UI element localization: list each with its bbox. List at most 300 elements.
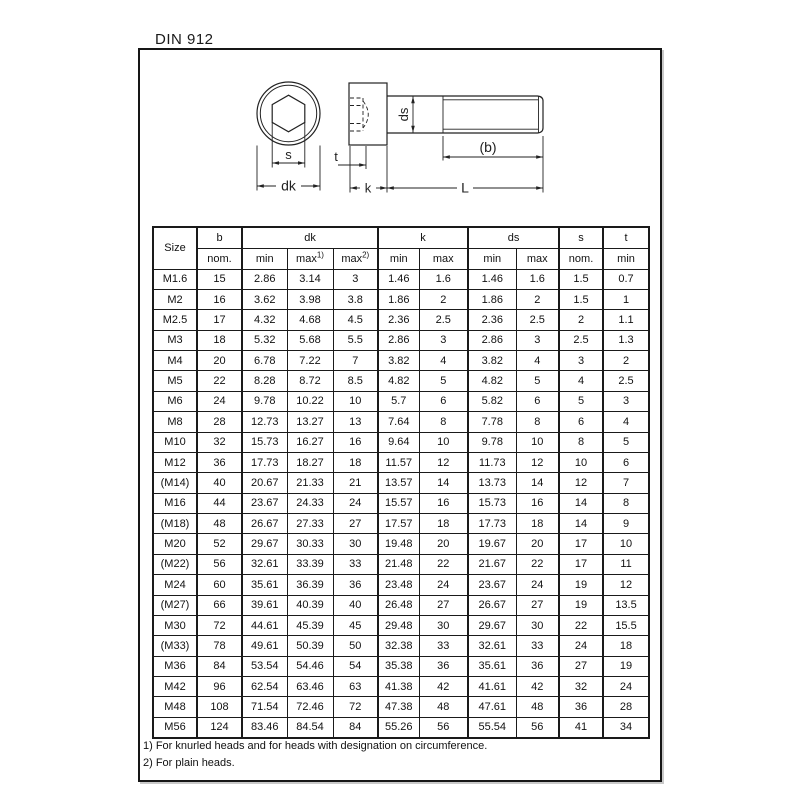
value-cell: 84 [333, 717, 378, 737]
size-cell: M4 [153, 351, 197, 371]
value-cell: 5 [603, 432, 649, 452]
value-cell: 4 [516, 351, 559, 371]
value-cell: 5.7 [378, 391, 419, 411]
value-cell: 36 [516, 656, 559, 676]
value-cell: 42 [516, 677, 559, 697]
value-cell: 1.6 [419, 269, 468, 289]
value-cell: 2.36 [468, 310, 516, 330]
value-cell: 24 [516, 575, 559, 595]
sub-header-row [153, 248, 649, 269]
size-cell: M30 [153, 615, 197, 635]
value-cell: 2 [559, 310, 603, 330]
value-cell: 7 [603, 473, 649, 493]
value-cell: 4 [603, 412, 649, 432]
value-cell: 8 [603, 493, 649, 513]
size-cell: M48 [153, 697, 197, 717]
value-cell: 12 [516, 452, 559, 472]
table-row [153, 473, 649, 493]
table-row [153, 514, 649, 534]
value-cell: 6 [603, 452, 649, 472]
value-cell: 6 [559, 412, 603, 432]
value-cell: 27 [333, 514, 378, 534]
value-cell: 10 [333, 391, 378, 411]
col-header-ds: ds [468, 227, 559, 248]
value-cell: 8.5 [333, 371, 378, 391]
table-row [153, 371, 649, 391]
value-cell: 36 [559, 697, 603, 717]
value-cell: 20 [516, 534, 559, 554]
value-cell: 72 [197, 615, 242, 635]
value-cell: 48 [419, 697, 468, 717]
value-cell: 41.61 [468, 677, 516, 697]
table-row [153, 697, 649, 717]
value-cell: 13.73 [468, 473, 516, 493]
value-cell: 14 [419, 473, 468, 493]
value-cell: 2.5 [559, 330, 603, 350]
value-cell: 36 [419, 656, 468, 676]
value-cell: 18 [516, 514, 559, 534]
value-cell: 32.38 [378, 636, 419, 656]
value-cell: 3.82 [378, 351, 419, 371]
value-cell: 56 [197, 554, 242, 574]
value-cell: 4.68 [287, 310, 333, 330]
value-cell: 4.82 [378, 371, 419, 391]
value-cell: 19.67 [468, 534, 516, 554]
value-cell: 20 [419, 534, 468, 554]
value-cell: 40 [333, 595, 378, 615]
value-cell: 4.32 [242, 310, 287, 330]
value-cell: 12.73 [242, 412, 287, 432]
value-cell: 72.46 [287, 697, 333, 717]
table-row [153, 391, 649, 411]
value-cell: 14 [516, 473, 559, 493]
value-cell: 3.62 [242, 289, 287, 309]
value-cell: 40.39 [287, 595, 333, 615]
col-header-s: s [559, 227, 603, 248]
dimension-label-k: k [364, 180, 372, 196]
size-cell: M36 [153, 656, 197, 676]
value-cell: 19 [559, 575, 603, 595]
value-cell: 20.67 [242, 473, 287, 493]
value-cell: 16 [333, 432, 378, 452]
size-cell: M2 [153, 289, 197, 309]
value-cell: 47.38 [378, 697, 419, 717]
value-cell: 12 [559, 473, 603, 493]
size-cell: M5 [153, 371, 197, 391]
table-row [153, 452, 649, 472]
value-cell: 4 [559, 371, 603, 391]
size-cell: M3 [153, 330, 197, 350]
value-cell: 71.54 [242, 697, 287, 717]
value-cell: 7 [333, 351, 378, 371]
value-cell: 5 [516, 371, 559, 391]
value-cell: 15.73 [242, 432, 287, 452]
value-cell: 83.46 [242, 717, 287, 737]
value-cell: 36 [333, 575, 378, 595]
value-cell: 3.14 [287, 269, 333, 289]
value-cell: 30.33 [287, 534, 333, 554]
value-cell: 50 [333, 636, 378, 656]
value-cell: 41 [559, 717, 603, 737]
value-cell: 32.61 [468, 636, 516, 656]
value-cell: 16 [516, 493, 559, 513]
value-cell: 56 [419, 717, 468, 737]
size-cell: (M22) [153, 554, 197, 574]
value-cell: 55.54 [468, 717, 516, 737]
value-cell: 33.39 [287, 554, 333, 574]
value-cell: 3.82 [468, 351, 516, 371]
value-cell: 12 [419, 452, 468, 472]
size-cell: (M27) [153, 595, 197, 615]
value-cell: 1.5 [559, 289, 603, 309]
value-cell: 23.48 [378, 575, 419, 595]
value-cell: 5 [559, 391, 603, 411]
value-cell: 3 [333, 269, 378, 289]
value-cell: 72 [333, 697, 378, 717]
value-cell: 4 [419, 351, 468, 371]
value-cell: 8 [419, 412, 468, 432]
value-cell: 15.73 [468, 493, 516, 513]
value-cell: 32 [559, 677, 603, 697]
col-header-size: Size [153, 227, 197, 269]
value-cell: 124 [197, 717, 242, 737]
value-cell: 53.54 [242, 656, 287, 676]
value-cell: 50.39 [287, 636, 333, 656]
table-row [153, 330, 649, 350]
dimension-label-L: L [461, 179, 469, 196]
value-cell: 24 [559, 636, 603, 656]
value-cell: 16.27 [287, 432, 333, 452]
value-cell: 19 [603, 656, 649, 676]
table-row [153, 289, 649, 309]
value-cell: 33 [516, 636, 559, 656]
value-cell: 8 [559, 432, 603, 452]
value-cell: 2 [603, 351, 649, 371]
value-cell: 1.5 [559, 269, 603, 289]
value-cell: 84 [197, 656, 242, 676]
value-cell: 36 [197, 452, 242, 472]
size-cell: M6 [153, 391, 197, 411]
value-cell: 24 [333, 493, 378, 513]
value-cell: 21.67 [468, 554, 516, 574]
col-subheader: min [378, 248, 419, 269]
value-cell: 29.67 [242, 534, 287, 554]
dimension-label-s: s [285, 147, 292, 162]
value-cell: 26.67 [242, 514, 287, 534]
value-cell: 34 [603, 717, 649, 737]
col-subheader: nom. [559, 248, 603, 269]
value-cell: 17.57 [378, 514, 419, 534]
value-cell: 30 [333, 534, 378, 554]
value-cell: 44.61 [242, 615, 287, 635]
size-cell: M8 [153, 412, 197, 432]
value-cell: 2.86 [242, 269, 287, 289]
table-row [153, 575, 649, 595]
value-cell: 27 [559, 656, 603, 676]
value-cell: 42 [419, 677, 468, 697]
value-cell: 24 [419, 575, 468, 595]
value-cell: 15.5 [603, 615, 649, 635]
col-header-k: k [378, 227, 468, 248]
value-cell: 1.46 [468, 269, 516, 289]
value-cell: 6 [419, 391, 468, 411]
dimension-label-ds: ds [396, 107, 411, 122]
value-cell: 14 [559, 493, 603, 513]
value-cell: 40 [197, 473, 242, 493]
table-row [153, 595, 649, 615]
size-cell: M24 [153, 575, 197, 595]
col-subheader: nom. [197, 248, 242, 269]
value-cell: 2.5 [603, 371, 649, 391]
value-cell: 7.64 [378, 412, 419, 432]
table-row [153, 351, 649, 371]
value-cell: 1.1 [603, 310, 649, 330]
value-cell: 19 [559, 595, 603, 615]
value-cell: 8.28 [242, 371, 287, 391]
dimension-label-dk: dk [281, 177, 296, 194]
value-cell: 45.39 [287, 615, 333, 635]
value-cell: 9.64 [378, 432, 419, 452]
table-row [153, 493, 649, 513]
value-cell: 3 [559, 351, 603, 371]
value-cell: 108 [197, 697, 242, 717]
col-subheader: $\max^{2)}$ [333, 248, 378, 269]
dimensions-table [152, 226, 650, 739]
value-cell: 45 [333, 615, 378, 635]
value-cell: 54.46 [287, 656, 333, 676]
value-cell: 10 [559, 452, 603, 472]
value-cell: 10 [603, 534, 649, 554]
value-cell: 5 [419, 371, 468, 391]
value-cell: 26.67 [468, 595, 516, 615]
value-cell: 23.67 [468, 575, 516, 595]
value-cell: 8.72 [287, 371, 333, 391]
value-cell: 15 [197, 269, 242, 289]
value-cell: 17 [559, 534, 603, 554]
value-cell: 22 [197, 371, 242, 391]
value-cell: 1.3 [603, 330, 649, 350]
value-cell: 78 [197, 636, 242, 656]
value-cell: 39.61 [242, 595, 287, 615]
value-cell: 2.5 [419, 310, 468, 330]
value-cell: 35.61 [242, 575, 287, 595]
value-cell: 17 [559, 554, 603, 574]
value-cell: 4.82 [468, 371, 516, 391]
footnotes [143, 738, 487, 771]
value-cell: 13.27 [287, 412, 333, 432]
value-cell: 84.54 [287, 717, 333, 737]
value-cell: 62.54 [242, 677, 287, 697]
page-title: DIN 912 [155, 31, 214, 48]
value-cell: 27.33 [287, 514, 333, 534]
size-cell: M20 [153, 534, 197, 554]
size-cell: M16 [153, 493, 197, 513]
value-cell: 5.32 [242, 330, 287, 350]
table-row [153, 677, 649, 697]
value-cell: 55.26 [378, 717, 419, 737]
value-cell: 52 [197, 534, 242, 554]
value-cell: 28 [603, 697, 649, 717]
group-header-row [153, 227, 649, 248]
size-cell: (M33) [153, 636, 197, 656]
value-cell: 13.57 [378, 473, 419, 493]
value-cell: 24 [197, 391, 242, 411]
value-cell: 60 [197, 575, 242, 595]
value-cell: 27 [419, 595, 468, 615]
value-cell: 18 [603, 636, 649, 656]
value-cell: 35.38 [378, 656, 419, 676]
value-cell: 32 [197, 432, 242, 452]
value-cell: 63 [333, 677, 378, 697]
value-cell: 26.48 [378, 595, 419, 615]
value-cell: 6 [516, 391, 559, 411]
dimension-label-b: (b) [479, 139, 497, 155]
table-row [153, 412, 649, 432]
value-cell: 9.78 [468, 432, 516, 452]
value-cell: 5.68 [287, 330, 333, 350]
col-subheader: max [516, 248, 559, 269]
value-cell: 22 [559, 615, 603, 635]
value-cell: 17.73 [468, 514, 516, 534]
value-cell: 3.8 [333, 289, 378, 309]
value-cell: 4.5 [333, 310, 378, 330]
col-subheader: max [419, 248, 468, 269]
size-cell: M42 [153, 677, 197, 697]
col-header-t: t [603, 227, 649, 248]
size-cell: M2.5 [153, 310, 197, 330]
col-subheader: min [603, 248, 649, 269]
value-cell: 1.86 [378, 289, 419, 309]
value-cell: 16 [419, 493, 468, 513]
value-cell: 18 [197, 330, 242, 350]
value-cell: 13.5 [603, 595, 649, 615]
value-cell: 11.73 [468, 452, 516, 472]
value-cell: 29.67 [468, 615, 516, 635]
value-cell: 22 [419, 554, 468, 574]
value-cell: 96 [197, 677, 242, 697]
col-subheader: $\max^{1)}$ [287, 248, 333, 269]
value-cell: 21.48 [378, 554, 419, 574]
value-cell: 24 [603, 677, 649, 697]
table-row [153, 310, 649, 330]
size-cell: M56 [153, 717, 197, 737]
value-cell: 36.39 [287, 575, 333, 595]
value-cell: 9.78 [242, 391, 287, 411]
value-cell: 44 [197, 493, 242, 513]
size-cell: M12 [153, 452, 197, 472]
value-cell: 56 [516, 717, 559, 737]
value-cell: 10.22 [287, 391, 333, 411]
value-cell: 63.46 [287, 677, 333, 697]
value-cell: 3 [603, 391, 649, 411]
col-subheader: min [468, 248, 516, 269]
value-cell: 5.82 [468, 391, 516, 411]
value-cell: 47.61 [468, 697, 516, 717]
size-cell: (M18) [153, 514, 197, 534]
value-cell: 32.61 [242, 554, 287, 574]
value-cell: 2 [516, 289, 559, 309]
value-cell: 23.67 [242, 493, 287, 513]
value-cell: 2.86 [468, 330, 516, 350]
value-cell: 27 [516, 595, 559, 615]
value-cell: 10 [516, 432, 559, 452]
value-cell: 18 [419, 514, 468, 534]
footnote-1: 1) For knurled heads and for heads with designation on circumference. [143, 740, 488, 752]
size-cell: (M14) [153, 473, 197, 493]
value-cell: 30 [419, 615, 468, 635]
value-cell: 6.78 [242, 351, 287, 371]
value-cell: 1 [603, 289, 649, 309]
value-cell: 18 [333, 452, 378, 472]
value-cell: 17.73 [242, 452, 287, 472]
value-cell: 21.33 [287, 473, 333, 493]
value-cell: 7.78 [468, 412, 516, 432]
value-cell: 30 [516, 615, 559, 635]
value-cell: 41.38 [378, 677, 419, 697]
col-header-b: b [197, 227, 242, 248]
value-cell: 13 [333, 412, 378, 432]
value-cell: 9 [603, 514, 649, 534]
table-row [153, 269, 649, 289]
value-cell: 20 [197, 351, 242, 371]
col-header-dk: dk [242, 227, 378, 248]
value-cell: 49.61 [242, 636, 287, 656]
table-row [153, 432, 649, 452]
value-cell: 29.48 [378, 615, 419, 635]
value-cell: 10 [419, 432, 468, 452]
value-cell: 1.86 [468, 289, 516, 309]
value-cell: 5.5 [333, 330, 378, 350]
value-cell: 11 [603, 554, 649, 574]
footnote-2: 2) For plain heads. [143, 756, 235, 769]
value-cell: 16 [197, 289, 242, 309]
value-cell: 3 [516, 330, 559, 350]
value-cell: 19.48 [378, 534, 419, 554]
value-cell: 2.36 [378, 310, 419, 330]
value-cell: 18.27 [287, 452, 333, 472]
value-cell: 66 [197, 595, 242, 615]
value-cell: 35.61 [468, 656, 516, 676]
table-row [153, 554, 649, 574]
value-cell: 48 [516, 697, 559, 717]
col-subheader: min [242, 248, 287, 269]
value-cell: 15.57 [378, 493, 419, 513]
value-cell: 54 [333, 656, 378, 676]
table-row [153, 615, 649, 635]
value-cell: 3 [419, 330, 468, 350]
value-cell: 17 [197, 310, 242, 330]
value-cell: 48 [197, 514, 242, 534]
value-cell: 12 [603, 575, 649, 595]
value-cell: 28 [197, 412, 242, 432]
value-cell: 1.46 [378, 269, 419, 289]
value-cell: 24.33 [287, 493, 333, 513]
size-cell: M1.6 [153, 269, 197, 289]
value-cell: 0.7 [603, 269, 649, 289]
value-cell: 2.86 [378, 330, 419, 350]
dimension-label-t: t [334, 149, 338, 164]
value-cell: 22 [516, 554, 559, 574]
table-row [153, 636, 649, 656]
value-cell: 7.22 [287, 351, 333, 371]
value-cell: 3.98 [287, 289, 333, 309]
value-cell: 14 [559, 514, 603, 534]
table-row [153, 534, 649, 554]
value-cell: 1.6 [516, 269, 559, 289]
value-cell: 21 [333, 473, 378, 493]
table-row [153, 656, 649, 676]
value-cell: 2.5 [516, 310, 559, 330]
